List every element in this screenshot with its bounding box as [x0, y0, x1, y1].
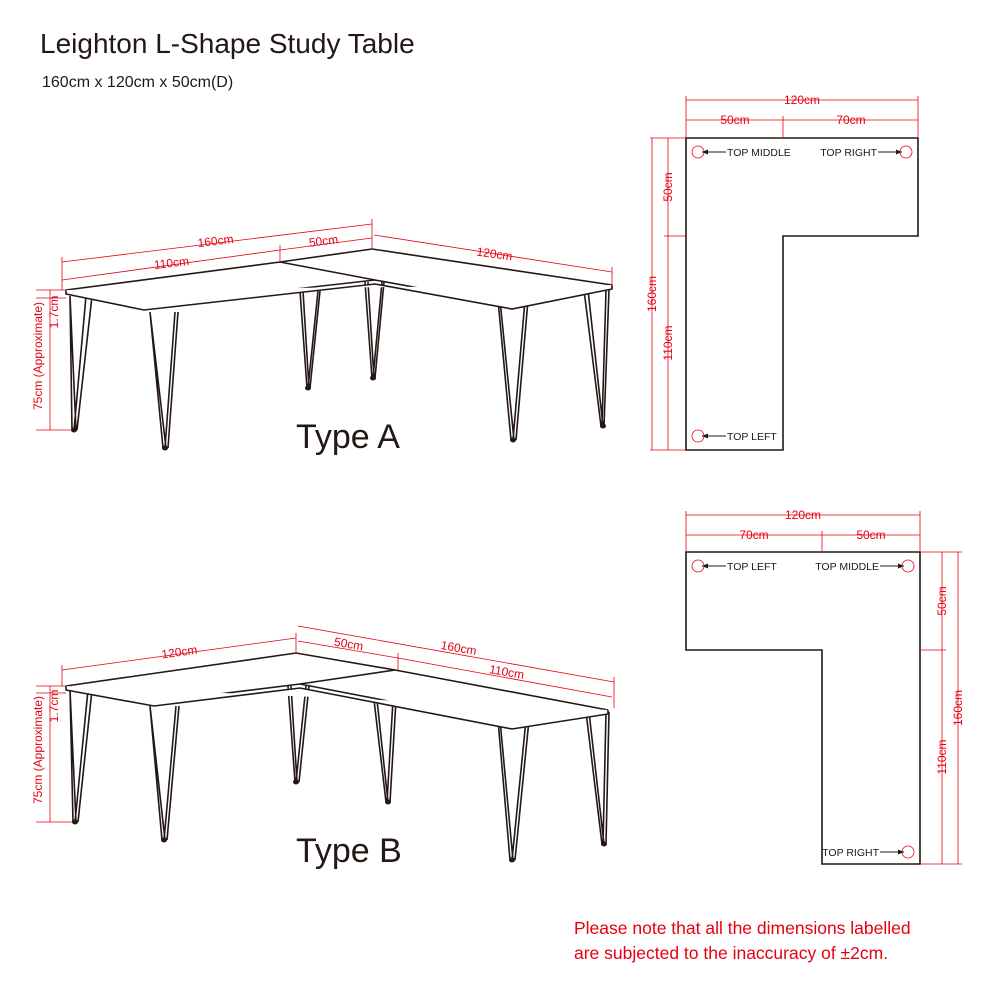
type-a-corner-label-a: TOP MIDDLE: [727, 147, 791, 159]
type-a-dim-side: 120cm: [475, 244, 514, 264]
type-a-plan-dim-total: 160cm: [645, 275, 659, 313]
type-a-plan-dim-depth: 50cm: [661, 172, 675, 202]
type-b-plan-dim-total: 160cm: [951, 689, 965, 727]
type-a-corner-label-b: TOP RIGHT: [820, 147, 877, 159]
type-a-plan-outline: [686, 138, 918, 450]
type-a-plan-dim-right-seg: 70cm: [836, 113, 866, 127]
type-b-plan-dim-top: 120cm: [784, 508, 822, 522]
type-b-plan-dim-lower: 110cm: [935, 739, 949, 775]
page-title: Leighton L-Shape Study Table: [40, 28, 415, 59]
type-b-dim-main: 110cm: [488, 662, 526, 683]
accuracy-note: [574, 916, 911, 966]
type-b-plan-dim-left-seg: 70cm: [739, 528, 769, 542]
type-a-dim-total: 160cm: [196, 231, 235, 251]
page-subtitle: 160cm x 120cm x 50cm(D): [42, 74, 234, 91]
type-a-dim-main: 110cm: [153, 253, 190, 273]
type-b-plan-dim-depth: 50cm: [935, 586, 949, 616]
type-b-tabletop-edge: [66, 686, 608, 729]
type-b-dim-thickness: 1.7cm: [47, 689, 61, 723]
accuracy-note-line-2: are subjected to the inaccuracy of ±2cm.: [574, 943, 889, 963]
type-a-dim-thickness: 1.7cm: [47, 295, 61, 329]
type-a-perspective: [31, 219, 612, 451]
type-b-plan-outline: [686, 552, 920, 864]
type-a-dim-depth: 50cm: [308, 232, 339, 250]
type-b-corner-label-c: TOP RIGHT: [822, 847, 879, 859]
type-a-plan-dim-top: 120cm: [783, 93, 821, 107]
type-a-corner-label-c: TOP LEFT: [727, 431, 777, 443]
type-b-perspective: [31, 626, 614, 863]
accuracy-note-line-1: Please note that all the dimensions labelled: [574, 918, 911, 938]
type-b-dim-side: 120cm: [160, 642, 199, 662]
type-b-corner-label-b: TOP MIDDLE: [815, 561, 879, 573]
type-b-plan: [686, 508, 965, 864]
type-b-dim-depth: 50cm: [333, 634, 365, 654]
type-b-dim-height: 75cm (Approximate): [31, 695, 45, 805]
type-b-label: Type B: [296, 832, 402, 870]
type-a-dim-height: 75cm (Approximate): [31, 301, 45, 411]
type-b-plan-dim-right-seg: 50cm: [856, 528, 886, 542]
type-b-dim-total: 160cm: [439, 638, 478, 659]
type-a-plan-dim-lower: 110cm: [661, 325, 675, 361]
type-b-corner-label-a: TOP LEFT: [727, 561, 777, 573]
type-a-plan: [645, 93, 918, 450]
type-a-label: Type A: [296, 418, 400, 456]
type-a-plan-dim-left-seg: 50cm: [720, 113, 750, 127]
